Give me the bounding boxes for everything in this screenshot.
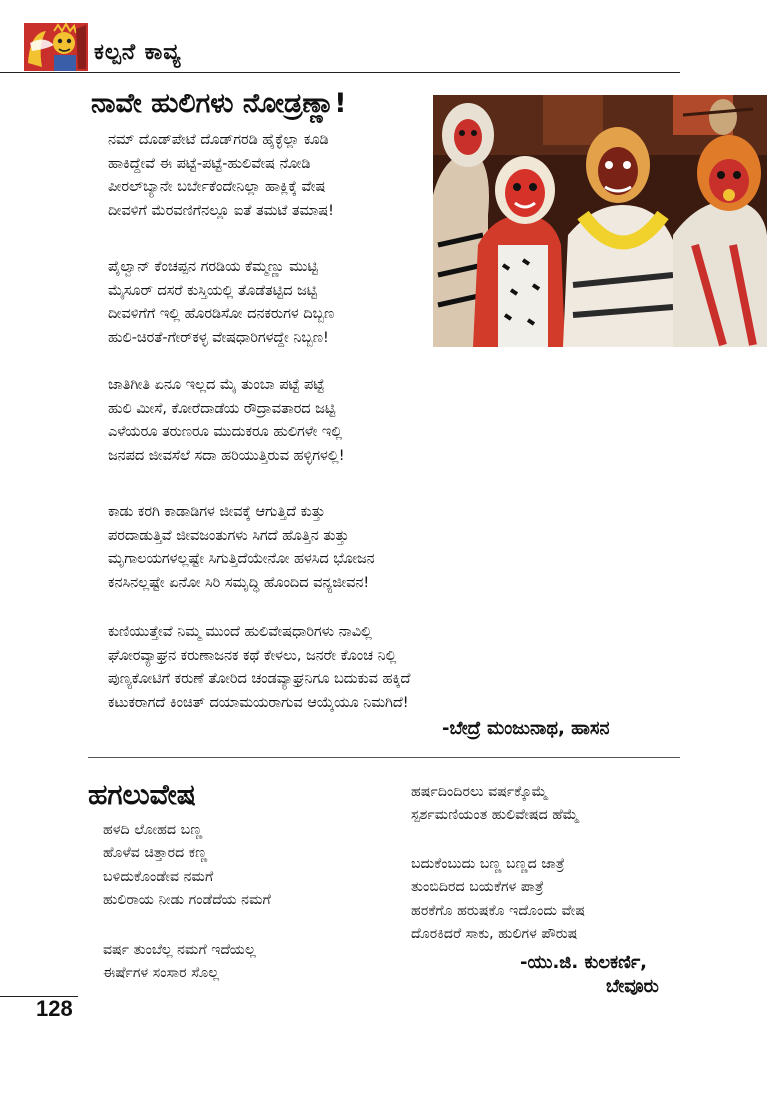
- poem-line: ಹಳದಿ ಲೋಹದ ಬಣ್ಣ: [103, 822, 203, 838]
- poem-line: ಮೈಸೂರ್ ದಸರೆ ಕುಸ್ತಿಯಲ್ಲಿ ತೊಡೆತಟ್ಟಿದ ಜಟ್ಟಿ: [108, 282, 318, 299]
- poem-stanza: [411, 781, 579, 828]
- section-divider: [88, 757, 680, 758]
- poem-credit: -ಯು.ಜಿ. ಕುಲಕರ್ಣಿ,: [520, 952, 648, 973]
- poem-line: ಬಳಿದುಕೊಂಡೇವ ನಮಗೆ: [103, 868, 214, 885]
- poem-line: ನಮ್ ದೊಡ್‌ಪೇಟೆ ದೊಡ್‌ಗರಡಿ ಹೈಕ್ಳೆಲ್ಲಾ ಕೂಡಿ: [108, 132, 329, 148]
- poem-title: ನಾವೇ ಹುಲಿಗಳು ನೋಡ್ರಣ್ಣಾ!: [91, 88, 347, 119]
- poem-line: ಸ್ಪರ್ಶಮಣಿಯಂತ ಹುಲಿವೇಷದ ಹೆಮ್ಮೆ: [411, 807, 579, 824]
- poem-stanza: [103, 819, 271, 913]
- poem-line: ಜಾತಿಗೀತಿ ಏನೂ ಇಲ್ಲದ ಮೈ ತುಂಬಾ ಪಟ್ಟೆ ಪಟ್ಟೆ: [108, 377, 325, 393]
- section-title: ಕಲ್ಪನೆ ಕಾವ್ಯ: [94, 40, 182, 65]
- poem-stanza: [108, 374, 345, 468]
- poem-line: ದೀವಳಿಗೆಗೆ ಇಲ್ಲಿ ಹೊರಡಿಸೋ ದನಕರುಗಳ ದಿಬ್ಬಣ: [108, 306, 335, 322]
- poem-stanza: [411, 853, 585, 947]
- poem-line: ಹುಲಿರಾಯ ನೀಡು ಗಂಡೆದೆಯ ನಮಗೆ: [103, 892, 271, 909]
- poem-stanza: [108, 256, 334, 350]
- poem-stanza: [108, 621, 410, 715]
- poem-line: ವರ್ಷ ತುಂಬೆಲ್ಲ ನಮಗೆ ಇದೆಯಲ್ಲ: [103, 942, 256, 958]
- poem-line: ಹಾಕಿದ್ದೇವೆ ಈ ಪಟ್ಟೆ-ಪಟ್ಟೆ-ಹುಲಿವೇಷ ನೋಡಿ: [108, 155, 311, 172]
- poem-line: ಹರಕೆಗೊ ಹರುಷಕೊ ಇದೊಂದು ವೇಷ: [411, 902, 585, 919]
- section-logo: [24, 23, 88, 71]
- poem-line: ಜನಪದ ಜೀವಸೆಲೆ ಸದಾ ಹರಿಯುತ್ತಿರುವ ಹಳ್ಳಿಗಳಲ್ಲಿ!: [108, 447, 345, 464]
- poem-stanza: [103, 939, 256, 986]
- poem-line: ತುಂಬಿದಿರದ ಬಯಕೆಗಳ ಪಾತ್ರೆ: [411, 879, 544, 896]
- poem-line: ಕಟುಕರಾಗದೆ ಕಿಂಚಿತ್ ದಯಾಮಯರಾಗುವ ಆಯ್ಕೆಯೂ ನಿಮಗಿದೆ!: [108, 694, 409, 711]
- poem-line: ಪೀರಲ್‌ಬ್ಯಾನೇ ಬರ್ಬೇಕೆಂದೇನಿಲ್ಲಾ ಹಾಕ್ಲಿಕ್ಕೆ ವೇಷ: [108, 179, 326, 195]
- poem-line: ಹುಲಿ-ಚಿರತೆ-ಗೇರ್‌ಕಳ್ಳ ವೇಷಧಾರಿಗಳದ್ದೇ ನಿಬ್ಬಣ!: [108, 329, 329, 346]
- poem-line: ಕುಣಿಯುತ್ತೇವೆ ನಿಮ್ಮ ಮುಂದೆ ಹುಲಿವೇಷಧಾರಿಗಳು ನಾವಿಲ್ಲಿ: [108, 624, 372, 640]
- header-divider: [0, 72, 680, 73]
- huli-vesha-photo: [433, 95, 767, 347]
- poem-line: ಪೈಲ್ವಾನ್ ಕೆಂಚಪ್ಪನ ಗರಡಿಯ ಕೆಮ್ಮಣ್ಣು ಮುಟ್ಟಿ: [108, 259, 318, 275]
- poem-stanza: [108, 129, 334, 223]
- huli-vesha-dancers-photo: [433, 95, 767, 347]
- poem-stanza: [108, 501, 375, 595]
- poem-line: ಕಾಡು ಕರಗಿ ಕಾಡಾಡಿಗಳ ಜೀವಕ್ಕೆ ಆಗುತ್ತಿದೆ ಕುತ್ತು: [108, 504, 326, 520]
- poem-line: ಘೋರವ್ಯಾಘ್ರನ ಕರುಣಾಜನಕ ಕಥೆ ಕೇಳಲು, ಜನರೇ ಕೊಂಚ ನಿಲ್ಲಿ: [108, 647, 397, 664]
- poem-line: ಪರದಾಡುತ್ತಿವೆ ಜೀವಜಂತುಗಳು ಸಿಗದೆ ಹೊತ್ತಿನ ತುತ್ತು: [108, 527, 349, 544]
- logo-icon: [24, 23, 88, 71]
- poem-title: ಹಗಲುವೇಷ: [88, 778, 196, 811]
- poem-line: ಮೃಗಾಲಯಗಳಲ್ಲಷ್ಟೇ ಸಿಗುತ್ತಿದೆಯೇನೋ ಹಳಸಿದ ಭೋಜನ: [108, 551, 375, 567]
- poem-line: ಎಳೆಯರೂ ತರುಣರೂ ಮುದುಕರೂ ಹುಲಿಗಳೇ ಇಲ್ಲಿ: [108, 424, 343, 440]
- poem-line: ಪುಣ್ಯಕೋಟಿಗೆ ಕರುಣೆ ತೋರಿದ ಚಂಡವ್ಯಾಘ್ರನಿಗೂ ಬದುಕುವ ಹಕ್ಕಿದೆ: [108, 671, 411, 687]
- poem-line: ಹರ್ಷದಿಂದಿರಲು ವರ್ಷಕ್ಕೊಮ್ಮೆ: [411, 784, 548, 800]
- page-number: 128: [36, 996, 73, 1021]
- poem-credit: -ಬೇದ್ರೆ ಮಂಜುನಾಥ, ಹಾಸನ: [442, 718, 610, 739]
- poem-line: ಕನಸಿನಲ್ಲಷ್ಟೇ ಏನೋ ಸಿರಿ ಸಮೃದ್ಧಿ ಹೊಂದಿದ ವನ್ಯಜೀವನ!: [108, 574, 370, 591]
- poem-line: ಹುಲಿ ಮೀಸೆ, ಕೋರೆದಾಡೆಯ ರೌದ್ರಾವತಾರದ ಜಟ್ಟಿ: [108, 400, 336, 417]
- poem-line: ದೀವಳಿಗೆ ಮೆರವಣಿಗೆನಲ್ಲೂ ಐತೆ ತಮಟೆ ತಮಾಷ!: [108, 202, 334, 219]
- poem-credit-place: ಬೇವೂರು: [606, 976, 659, 997]
- poem-line: ಈರ್ಷೆಗಳ ಸಂಸಾರ ಸೊಲ್ಲ: [103, 965, 220, 982]
- poem-line: ಹೊಳೆವ ಚಿತ್ತಾರದ ಕಣ್ಣ: [103, 845, 208, 862]
- poem-line: ದೊರಕಿದರೆ ಸಾಕು, ಹುಲಿಗಳ ಪೌರುಷ: [411, 926, 578, 943]
- poem-line: ಬದುಕೆಂಬುದು ಬಣ್ಣ ಬಣ್ಣದ ಜಾತ್ರೆ: [411, 856, 565, 872]
